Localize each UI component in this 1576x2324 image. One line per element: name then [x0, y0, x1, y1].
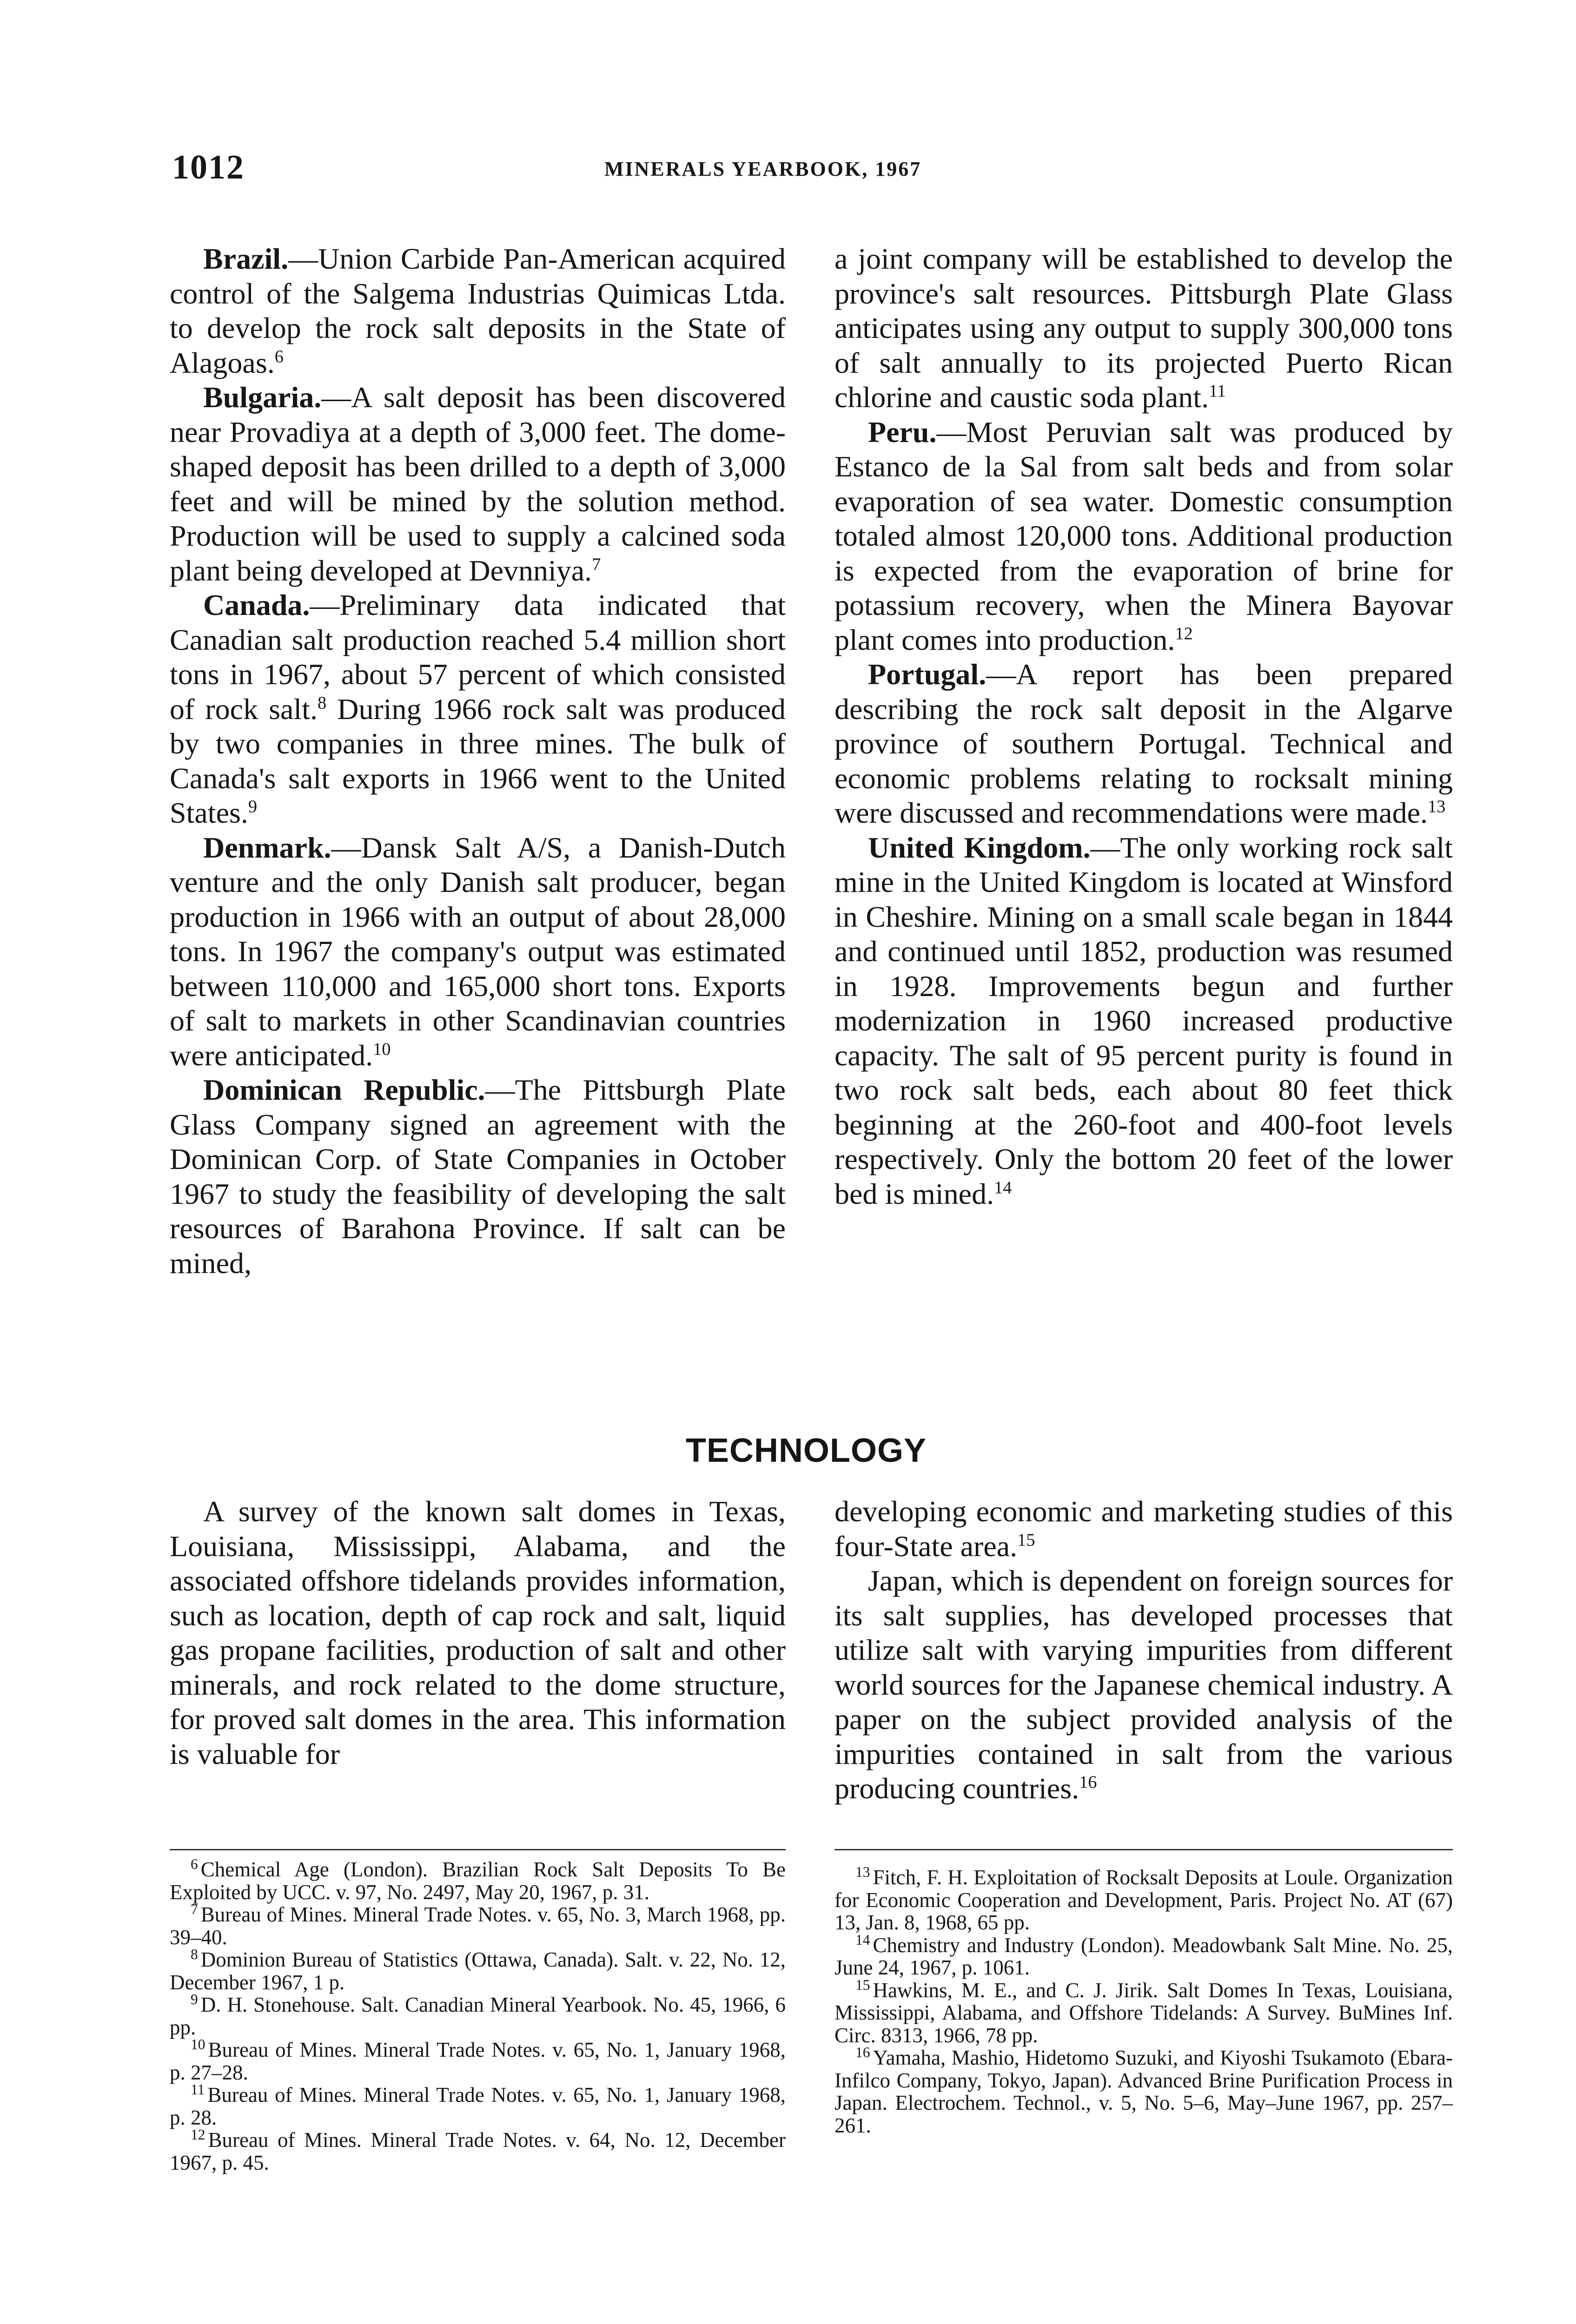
footnote-text: Bureau of Mines. Mineral Trade Notes. v. 64, No. 12, December 1967, p. 45. [170, 2128, 786, 2174]
footnote-ref[interactable]: 6 [274, 347, 284, 367]
footnotes-left [170, 1858, 786, 2174]
country-heading: United Kingdom. [868, 831, 1091, 864]
footnote-text: Bureau of Mines. Mineral Trade Notes. v. 65, No. 1, January 1968, p. 27–28. [170, 2038, 786, 2084]
paragraph-denmark [170, 831, 786, 1073]
footnote-text: Yamaha, Mashio, Hidetomo Suzuki, and Kiyoshi Tsukamoto (Ebara-Infilco Company, Tokyo, Japan). Advanced Brine Purification Process in Japan. Electrochem. Technol., v. 5, No. 5–6, May–June 1967, pp. 257–261. [834, 2046, 1453, 2137]
paragraph-text: —The only working rock salt mine in the United Kingdom is located at Winsford in Cheshire. Mining on a small scale began in 1844 and continued until 1852, production was resumed in 1928. Improvements begun and further modernization in 1960 increased productive capacity. The salt of 95 percent purity is found in two rock salt beds, each about 80 feet thick beginning at the 260-foot and 400-foot levels respectively. Only the bottom 20 feet of the lower bed is mined. [834, 831, 1453, 1210]
footnote [170, 2081, 786, 2129]
footnote-number: 7 [191, 1901, 198, 1917]
footnote [170, 2036, 786, 2084]
paragraph-text: During 1966 rock salt was produced by two companies in three mines. The bulk of Canada's salt exports in 1966 went to the United States. [170, 692, 786, 829]
paragraph-continuation [834, 242, 1453, 415]
paragraph-text: —The Pittsburgh Plate Glass Company signed an agreement with the Dominican Corp. of State Companies in October 1967 to study the feasibility of developing the salt resources of Barahona Province. If salt can be mined, [170, 1073, 786, 1280]
paragraph-united-kingdom [834, 831, 1453, 1212]
footnote-text: Dominion Bureau of Statistics (Ottawa, Canada). Salt. v. 22, No. 12, December 1967, 1 p. [170, 1948, 786, 1994]
footnote-text: Hawkins, M. E., and C. J. Jirik. Salt Domes In Texas, Louisiana, Mississippi, Alabama, and Offshore Tidelands: A Survey. BuMines Inf. Circ. 8313, 1966, 78 pp. [834, 1978, 1453, 2047]
footnote-ref[interactable]: 13 [1427, 797, 1446, 817]
footnote-number: 15 [855, 1976, 870, 1993]
footnote-number: 16 [855, 2044, 870, 2060]
footnote-text: Bureau of Mines. Mineral Trade Notes. v. 65, No. 1, January 1968, p. 28. [170, 2083, 786, 2129]
paragraph-peru [834, 415, 1453, 658]
right-column [834, 242, 1453, 1211]
footnote-number: 10 [191, 2036, 205, 2053]
footnote-text: Fitch, F. H. Exploitation of Rocksalt Deposits at Loule. Organization for Economic Cooperation and Development, Paris. Project No. AT (67) 13, Jan. 8, 1968, 65 pp. [834, 1866, 1453, 1934]
footnote [834, 1931, 1453, 1979]
footnote-text: Chemistry and Industry (London). Meadowbank Salt Mine. No. 25, June 24, 1967, p. 1061. [834, 1933, 1453, 1979]
paragraph-text: —A salt deposit has been discovered near Provadiya at a depth of 3,000 feet. The dome-shaped deposit has been drilled to a depth of 3,000 feet and will be mined by the solution method. Production will be used to supply a calcined soda plant being developed at Devnniya. [170, 381, 786, 587]
footnote-divider [834, 1849, 1453, 1850]
footnote [170, 1948, 786, 1994]
footnote [170, 1858, 786, 1903]
footnote-ref[interactable]: 15 [1017, 1530, 1035, 1550]
footnote-text: Chemical Age (London). Brazilian Rock Salt Deposits To Be Exploited by UCC. v. 97, No. 2497, May 20, 1967, p. 31. [170, 1858, 786, 1904]
paragraph-text: —Preliminary data indicated that Canadian salt production reached 5.4 million short tons in 1967, about 57 percent of which consisted of rock salt. [170, 588, 786, 726]
footnote-ref[interactable]: 16 [1079, 1772, 1097, 1792]
section-heading-technology: TECHNOLOGY [686, 1432, 927, 1469]
footnote-ref[interactable]: 7 [592, 555, 601, 574]
footnote-ref[interactable]: 14 [994, 1178, 1012, 1198]
paragraph-dominican-republic [170, 1073, 786, 1281]
country-heading: Dominican Republic. [203, 1073, 485, 1106]
footnote-ref[interactable]: 9 [248, 797, 258, 817]
page-number: 1012 [172, 148, 245, 186]
technology-right-column [834, 1494, 1453, 1806]
footnote-text: D. H. Stonehouse. Salt. Canadian Mineral Yearbook. No. 45, 1966, 6 pp. [170, 1993, 786, 2039]
footnote-number: 9 [191, 1991, 198, 2007]
paragraph-text: developing economic and marketing studies of this four-State area. [834, 1495, 1453, 1563]
paragraph-japan [834, 1564, 1453, 1806]
footnote [170, 2126, 786, 2174]
footnote [834, 1866, 1453, 1934]
footnote-ref[interactable]: 12 [1175, 624, 1193, 644]
paragraph-text: a joint company will be established to develop the province's salt resources. Pittsburgh Plate Glass anticipates using any output to supply 300,000 tons of salt annually to its projected Puerto Rican chlorine and caustic soda plant. [834, 242, 1453, 414]
paragraph-salt-domes-survey [170, 1494, 786, 1771]
country-heading: Brazil. [203, 242, 289, 275]
footnote [834, 1976, 1453, 2047]
country-heading: Peru. [868, 415, 937, 449]
country-heading: Portugal. [868, 658, 987, 691]
paragraph-text: —Most Peruvian salt was produced by Estanco de la Sal from salt beds and from solar evaporation of sea water. Domestic consumption totaled almost 120,000 tons. Additional production is expected from the evaporation of brine for potassium recovery, when the Minera Bayovar plant comes into production. [834, 415, 1453, 656]
paragraph-bulgaria [170, 380, 786, 588]
paragraph-portugal [834, 657, 1453, 831]
country-heading: Canada. [203, 588, 310, 621]
footnote-number: 8 [191, 1946, 198, 1962]
footnote-number: 11 [191, 2081, 205, 2098]
footnote-number: 13 [855, 1864, 870, 1880]
running-head: MINERALS YEARBOOK, 1967 [604, 158, 922, 180]
footnote-number: 12 [191, 2126, 205, 2143]
left-column [170, 242, 786, 1281]
footnote-ref[interactable]: 10 [373, 1039, 391, 1059]
paragraph-text: Japan, which is dependent on foreign sources for its salt supplies, has developed processes that utilize salt with varying impurities from different world sources for the Japanese chemical industry. A paper on the subject provided analysis of the impurities contained in salt from the various producing countries. [834, 1564, 1453, 1805]
footnote [170, 1991, 786, 2039]
technology-left-column [170, 1494, 786, 1771]
footnote-divider [170, 1849, 786, 1850]
paragraph-brazil [170, 242, 786, 380]
paragraph-text: —A report has been prepared describing the rock salt deposit in the Algarve province of southern Portugal. Technical and economic problems relating to rocksalt mining were discussed and recommendations were made. [834, 658, 1453, 829]
footnote-number: 14 [855, 1931, 870, 1948]
footnote [170, 1903, 786, 1948]
country-heading: Bulgaria. [203, 381, 322, 414]
footnote-text: Bureau of Mines. Mineral Trade Notes. v. 65, No. 3, March 1968, pp. 39–40. [170, 1903, 786, 1949]
footnotes-right [834, 1866, 1453, 2137]
paragraph-text: —Union Carbide Pan-American acquired control of the Salgema Industrias Quimicas Ltda. to develop the rock salt deposits in the State of Alagoas. [170, 242, 786, 379]
country-heading: Denmark. [203, 831, 331, 864]
paragraph-text: A survey of the known salt domes in Texas, Louisiana, Mississippi, Alabama, and the associated offshore tidelands provides information, such as location, depth of cap rock and salt, liquid gas propane facilities, production of salt and other minerals, and rock related to the dome structure, for proved salt domes in the area. This information is valuable for [170, 1495, 786, 1770]
paragraph-continuation [834, 1494, 1453, 1564]
footnote-ref[interactable]: 8 [318, 693, 327, 713]
footnote [834, 2044, 1453, 2137]
paragraph-text: —Dansk Salt A/S, a Danish-Dutch venture and the only Danish salt producer, began production in 1966 with an output of about 28,000 tons. In 1967 the company's output was estimated between 110,000 and 165,000 short tons. Exports of salt to markets in other Scandinavian countries were anticipated. [170, 831, 786, 1072]
footnote-ref[interactable]: 11 [1209, 381, 1226, 401]
paragraph-canada [170, 588, 786, 831]
footnote-number: 6 [191, 1856, 198, 1872]
